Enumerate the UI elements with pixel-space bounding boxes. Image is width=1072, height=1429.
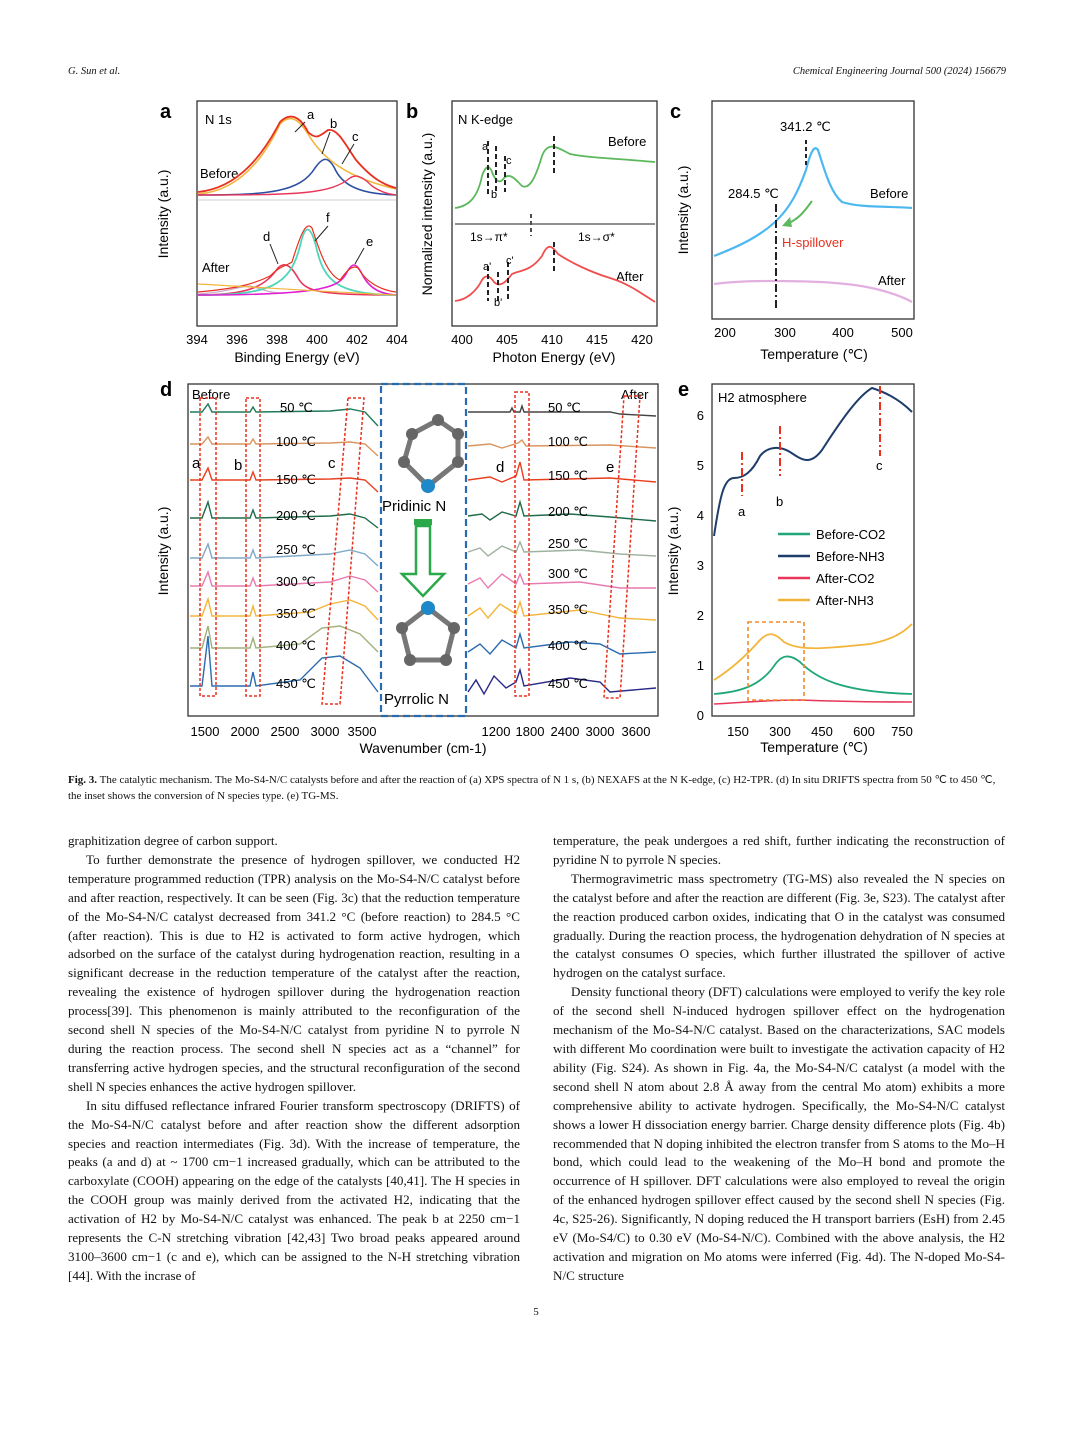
panel-d-temp: 50 ℃: [280, 400, 313, 415]
panel-d-xtick: 3500: [347, 724, 377, 739]
journal-citation: Chemical Engineering Journal 500 (2024) 156679: [792, 66, 1006, 77]
panel-c-after: After: [878, 273, 906, 288]
panel-d-label-c: c: [328, 455, 336, 472]
panel-b-before: Before: [608, 134, 647, 149]
panel-a-label-a: a: [307, 107, 315, 122]
panel-e: [665, 379, 914, 755]
panel-d-temp: 250 ℃: [276, 542, 316, 557]
panel-d-temp-r: 150 ℃: [548, 468, 588, 483]
panel-c-xlabel: Temperature (℃): [760, 346, 868, 362]
panel-a-label-c: c: [352, 129, 359, 144]
panel-d: [155, 379, 658, 756]
panel-d-xtick: 2000: [230, 724, 260, 739]
panel-b-xlabel: Photon Energy (eV): [492, 349, 616, 365]
panel-e-before-co2: [714, 656, 912, 694]
panel-a-arrow-b: [322, 132, 330, 154]
panel-d-xtick: 2500: [270, 724, 300, 739]
caption-text: The catalytic mechanism. The Mo-S4-N/C catalysts before and after the reaction of (a) XPS spectra of N 1 s, (b) NEXAFS at the N K-edge, (c) H2-TPR. (d) In situ DRIFTS spectra from 50 ℃ to 450 ℃, the inset shows the conversion of N species type. (e) TG-MS.: [68, 774, 996, 802]
panel-b-letter: b: [406, 101, 419, 123]
panel-e-ytick: 5: [696, 458, 704, 473]
panel-c-peak1: 341.2 ℃: [780, 119, 831, 134]
panel-d-temp-r: 350 ℃: [548, 602, 588, 617]
legend-after-nh3: After-NH3: [816, 593, 874, 608]
panel-a-xtick: 400: [306, 332, 328, 347]
panel-d-xtick: 1800: [515, 724, 545, 739]
panel-b-xtick: 405: [496, 332, 518, 347]
panel-c-peak2: 284.5 ℃: [728, 186, 779, 201]
panel-a-arrow-e: [355, 248, 364, 264]
paragraph: In situ diffused reflectance infrared Fourier transform spectroscopy (DRIFTS) of the Mo-S4-N/C catalyst before and after reaction show the different adsorption species and reaction intermediates (Fig. 3d). With the increase of temperature, the peaks (a and d) at ~ 1700 cm−1 increased gradually, which can be attributed to the carboxylate (COOH) appearing on the edge of the catalysts [40,41]. The H species in the COOH group was mainly derived from the activated H2, indicating that the activation of H2 by Mo-S4-N/C catalyst was enhanced. The peak b at 2250 cm−1 represents the C-N stretching vibration [42,43] Two broad peaks appeared around 3100–3600 cm−1 (c and e), which can be assigned to the N-H stretching vibration [44]. With the incrase of: [68, 1097, 520, 1283]
panel-d-xtick: 2400: [550, 724, 580, 739]
panel-c-xtick: 500: [891, 325, 913, 340]
panel-e-ytick: 2: [696, 608, 704, 623]
page-number: 5: [533, 1306, 539, 1318]
panel-b-xtick: 415: [586, 332, 608, 347]
panel-e-ytick: 4: [696, 508, 704, 523]
panel-e-ytick: 0: [696, 708, 704, 723]
paragraph: Density functional theory (DFT) calculations were employed to verify the key role of the second shell N-induced hydrogen spillover effect on the hydrogenation mechanism of the Mo-S4-N/C catalyst. Based on the characterizations, SAC models with different Mo coordination were built to investigate the activation capacity of H2 ability (Fig. S24). As shown in Fig. 4a, the Mo-S4-N/C catalyst (a model with the second shell N atom about 2.8 Å away from the central Mo atom) exhibits a more comprehensive ability to activate hydrogen. Specifically, the Mo-S4-N/C catalyst shows a lower H dissociation energy barrier. Charge density difference plots (Fig. 4b) recommended that N doping inhibited the electron transfer from S atoms to the Mo–H bond, which could lead to the weakening of the Mo–H bond and promote the occurrence of H spillover. DFT calculations were also employed to reveal the origin of the enhanced hydrogen spillover effect caused by the second shell N species (Fig. 4c, S25-26). Significantly, N doping reduced the H transport barriers (EsH) from 2.45 eV (Mo-S4/C) to 0.30 eV (Mo-S4-N/C). Combined with the above analysis, the H2 activation and migration on Mo atoms were inferred (Fig. 4d). The N-doped Mo-S4-N/C structure: [553, 984, 1005, 1283]
paragraph: graphitization degree of carbon support.: [68, 833, 278, 848]
legend-after-co2: After-CO2: [816, 571, 875, 586]
panel-c-xtick: 200: [714, 325, 736, 340]
panel-e-ytick: 3: [696, 558, 704, 573]
panel-d-temp: 400 ℃: [276, 638, 316, 653]
body-column-left: [68, 832, 520, 1286]
panel-a-xtick: 398: [266, 332, 288, 347]
panel-b-xtick: 410: [541, 332, 563, 347]
panel-b-xtick: 420: [631, 332, 653, 347]
panel-b-label-c: c: [506, 155, 512, 167]
panel-d-label-d: d: [496, 459, 505, 476]
panel-d-after: After: [621, 387, 649, 402]
panel-d-temp: 450 ℃: [276, 676, 316, 691]
panel-a-after: After: [202, 260, 230, 275]
panel-d-temp: 350 ℃: [276, 606, 316, 621]
legend-before-co2: Before-CO2: [816, 527, 886, 542]
panel-d-xtick: 1200: [481, 724, 511, 739]
panel-e-box: [748, 622, 804, 700]
panel-b-ylabel: Normalized intensity (a.u.): [419, 132, 435, 296]
inset-arrow-bar: [414, 519, 432, 525]
panel-c-xtick: 400: [832, 325, 854, 340]
panel-e-label-a: a: [738, 504, 746, 519]
paragraph: To further demonstrate the presence of hydrogen spillover, we conducted H2 temperature programmed reduction (TPR) analysis on the Mo-S4-N/C catalyst before and after reaction, respectively. It can be seen (Fig. 3c) that the reduction temperature of the Mo-S4-N/C catalyst decreased from 341.2 °C (before reaction) to 284.5 °C (after reaction). This is due to H2 is activated to form active hydrogen, which adsorbed on the surface of the catalyst during hydrogenation reaction, resulting in a significant decrease in the reduction temperature of the catalyst after the reaction, revealing the existence of hydrogen spillover during the hydrogenation reaction process[39]. This phenomenon is mainly attributed to the reconfiguration of the second shell N species of the Mo-S4-N/C catalyst from pyridine N to pyrrole N during the reaction process. The second shell N species act as a “channel” for transferring active hydrogen species, and the structural reconfiguration of the second shell N species enhances the active hydrogen spillover.: [68, 851, 520, 1094]
panel-a-title: N 1s: [205, 112, 232, 127]
panel-e-xtick: 150: [727, 724, 749, 739]
panel-a-xtick: 394: [186, 332, 208, 347]
panel-a-label-b: b: [330, 116, 338, 131]
panel-d-label-e: e: [606, 459, 615, 476]
panel-d-temp: 100 ℃: [276, 434, 316, 449]
panel-b-label-c2: c': [506, 255, 514, 267]
body-column-right: [553, 832, 1005, 1286]
panel-e-legend: [778, 527, 885, 608]
panel-e-xtick: 750: [891, 724, 913, 739]
panel-b-label-b: b: [491, 189, 498, 201]
panel-b-trans-pi: 1s→π*: [470, 230, 508, 244]
pyridine-molecule: [398, 414, 464, 493]
panel-d-temp: 200 ℃: [276, 508, 316, 523]
caption-label: Fig. 3.: [68, 774, 98, 786]
panel-b-label-b2: b': [494, 297, 503, 309]
panel-d-temp-r: 250 ℃: [548, 536, 588, 551]
panel-d-label-b: b: [234, 457, 243, 474]
panel-c-letter: c: [670, 101, 682, 123]
panel-d-temp-r: 200 ℃: [548, 504, 588, 519]
inset-down-arrow: [402, 526, 444, 596]
panel-d-letter: d: [160, 379, 173, 401]
panel-c-xtick: 300: [774, 325, 796, 340]
panel-a-xtick: 402: [346, 332, 368, 347]
panel-b: [406, 101, 657, 365]
panel-d-label-a: a: [192, 455, 201, 472]
panel-e-label-c: c: [876, 458, 883, 473]
panel-d-xlabel: Wavenumber (cm-1): [359, 740, 487, 756]
panel-a-xlabel: Binding Energy (eV): [234, 349, 360, 365]
panel-e-letter: e: [678, 379, 690, 401]
panel-c-spill-arrowhead: [782, 217, 792, 227]
panel-a-label-f: f: [326, 210, 330, 225]
panel-a-xtick: 396: [226, 332, 248, 347]
panel-d-xtick: 3000: [310, 724, 340, 739]
panel-d-temp: 300 ℃: [276, 574, 316, 589]
panel-d-xtick: 3600: [621, 724, 651, 739]
panel-a-xtick: 404: [386, 332, 408, 347]
panel-e-after-co2: [714, 700, 912, 704]
panel-d-before: Before: [192, 387, 231, 402]
panel-a-ylabel: Intensity (a.u.): [155, 169, 171, 259]
figure-3: [150, 96, 920, 761]
panel-a-label-d: d: [263, 229, 271, 244]
panel-e-ytick: 1: [696, 658, 704, 673]
panel-d-xtick: 3000: [585, 724, 615, 739]
panel-a-letter: a: [160, 101, 172, 123]
panel-a-arrow-f: [315, 226, 328, 241]
panel-a-arrow-d: [270, 244, 278, 264]
panel-d-inset-top: Pridinic N: [382, 498, 447, 515]
panel-d-xtick: 1500: [190, 724, 220, 739]
panel-e-xtick: 600: [853, 724, 875, 739]
panel-c-before: Before: [870, 186, 909, 201]
panel-e-ylabel: Intensity (a.u.): [665, 506, 681, 596]
panel-e-xtick: 300: [769, 724, 791, 739]
panel-a-label-e: e: [366, 234, 374, 249]
panel-e-xlabel: Temperature (℃): [760, 739, 868, 755]
panel-e-ytick: 6: [696, 408, 704, 423]
panel-c: [670, 101, 914, 362]
panel-d-temp-r: 100 ℃: [548, 434, 588, 449]
paragraph: Thermogravimetric mass spectrometry (TG-MS) also revealed the N species on the catalyst before and after the reaction are different (Fig. 3e, S23). The catalyst after the reaction produced carbon oxides, indicating that O in the catalyst was consumed gradually. During the reaction process, the hydrogenation dehydration of N species at the catalyst consumes O species, which further illustrated the spillover of active hydrogen on the catalyst surface.: [553, 870, 1005, 981]
paragraph: temperature, the peak undergoes a red shift, further indicating the reconstruction of pyridine N to pyrrole N species.: [553, 833, 1005, 867]
panel-d-box-b: [246, 398, 260, 696]
panel-c-ylabel: Intensity (a.u.): [675, 165, 691, 255]
figure-caption: [68, 772, 1006, 804]
pyrrole-molecule: [396, 601, 460, 666]
legend-before-nh3: Before-NH3: [816, 549, 885, 564]
panel-d-temp-r: 300 ℃: [548, 566, 588, 581]
panel-a: [155, 101, 408, 365]
running-author: G. Sun et al.: [68, 66, 121, 77]
panel-d-temp-r: 450 ℃: [548, 676, 588, 691]
panel-e-title: H2 atmosphere: [718, 390, 807, 405]
panel-c-spill: H-spillover: [782, 235, 844, 250]
panel-b-label-a2: a': [483, 261, 492, 273]
panel-d-ylabel: Intensity (a.u.): [155, 506, 171, 596]
panel-d-temp-r: 50 ℃: [548, 400, 581, 415]
panel-e-xtick: 450: [811, 724, 833, 739]
panel-b-label-a: a: [482, 141, 489, 153]
panel-b-title: N K-edge: [458, 112, 513, 127]
panel-d-temp-r: 400 ℃: [548, 638, 588, 653]
panel-a-before: Before: [200, 166, 239, 181]
panel-e-label-b: b: [776, 494, 784, 509]
panel-d-temp: 150 ℃: [276, 472, 316, 487]
panel-b-trans-sigma: 1s→σ*: [578, 230, 615, 244]
panel-b-xtick: 400: [451, 332, 473, 347]
panel-b-after: After: [616, 269, 644, 284]
panel-d-box-d: [515, 392, 529, 696]
panel-d-inset-bottom: Pyrrolic N: [384, 691, 450, 708]
